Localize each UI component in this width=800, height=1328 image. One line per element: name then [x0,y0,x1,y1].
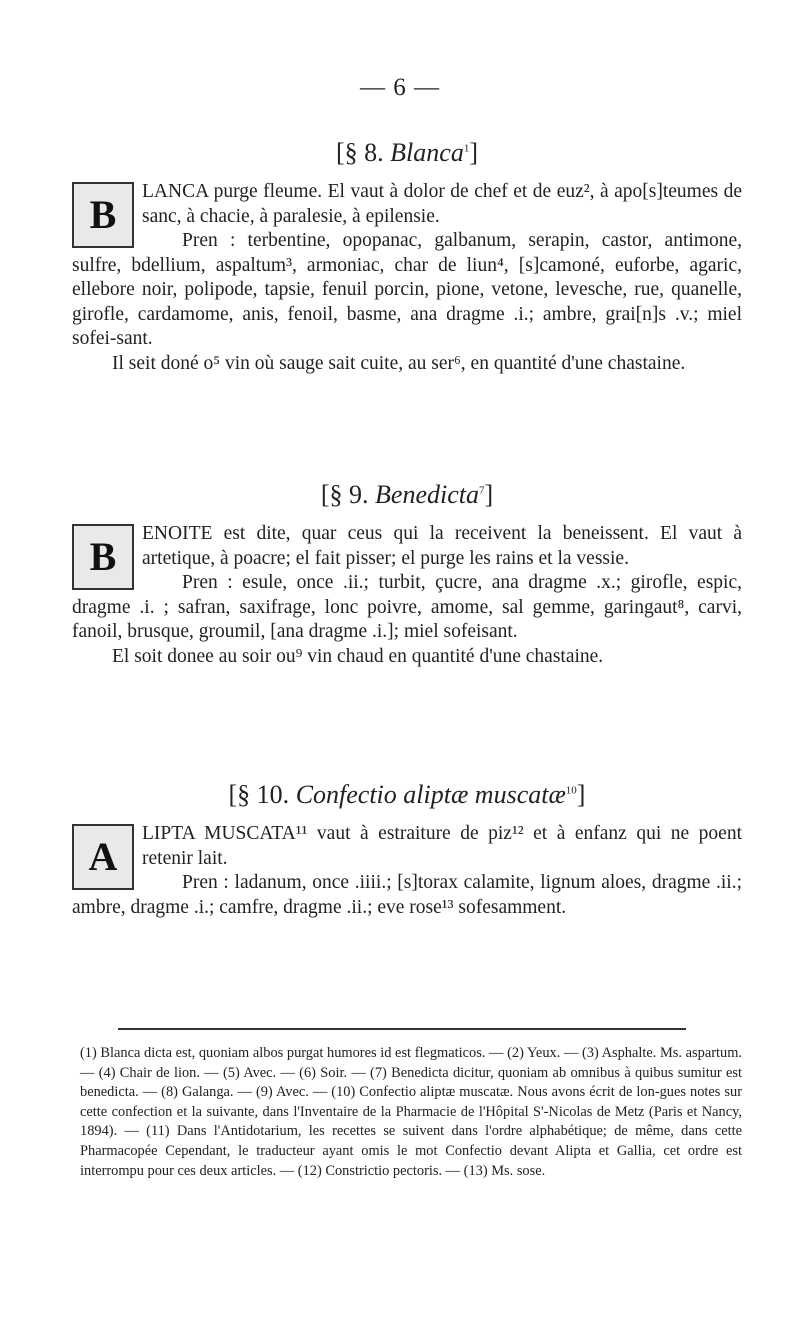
footnote-ref: 7 [478,484,485,497]
dropcap-initial: A [72,824,134,890]
footnote-ref: 1 [463,142,470,155]
paragraph-text: Il seit doné o⁵ vin où sauge sait cuite, au ser⁶, en quantité d'une chastaine. [112,352,686,374]
section-heading: [§ 10. Confectio aliptæ muscatæ$^{10}$] [228,780,586,809]
page-number: — 6 — [360,74,440,101]
footnote-ref: 10 [565,784,577,797]
dropcap-initial: B [72,182,134,248]
paragraph-text: Pren : ladanum, once .iiii.; [s]torax calamite, lignum aloes, dragme .ii.; ambre, dragme .i.; camfre, dragme .ii.; eve rose¹³ sofesamment. [72,872,742,918]
section-confectio-aliptae [72,780,742,920]
section-title: Blanca [390,138,464,167]
paragraph-text: ENOITE est dite, quar ceus qui la receivent la beneissent. El vaut à artetique, à poacre; el fait pisser; el purge les rains et la vessie. [142,523,742,569]
paragraph-text: LIPTA MUSCATA¹¹ vaut à estraiture de piz¹² et à enfanz qui ne poent retenir lait. [142,823,742,869]
section-benedicta [72,480,742,669]
section-title: Benedicta [375,480,479,509]
footnotes: (1) Blanca dicta est, quoniam albos purgat humores id est flegmaticos. — (2) Yeux. — (3) Asphalte. Ms. aspartum. — (4) Chair de lion. — (5) Avec. — (6) Soir. — (7) Benedicta dicitur, quoniam ab omnibus à quibus sumitur est benedicta. — (8) Galanga. — (9) Avec. — (10) Confectio aliptæ muscatæ. Nous avons écrit de lon-gues notes sur cette confection et la suivante, dans l'Inventaire de la Pharmacie de l'Hôpital S'-Nicolas de Metz (Paris et Nancy, 1894). — (11) Dans l'Antidotarium, les recettes se suivent dans l'ordre alphabétique; de même, dans cette Pharmacopée Cependant, le traducteur ayant omis le mot Confectio devant Alipta et Gallia, cet ordre est interrompu pour ces deux articles. — (12) Constrictio pectoris. — (13) Ms. sose. [80,1045,742,1179]
paragraph-text: Pren : esule, once .ii.; turbit, çucre, ana dragme .x.; girofle, espic, dragme .i. ; safran, saxifrage, lonc poivre, amome, sal gemme, garingaut⁸, carvi, fanoil, brusque, groumil, [ana dragme .i.]; miel sofeisant. [72,572,742,642]
footnote-divider [118,1028,686,1030]
section-heading: [§ 8. Blanca$^1$] [336,138,478,167]
paragraph-text: El soit donee au soir ou⁹ vin chaud en quantité d'une chastaine. [112,645,604,667]
paragraph-text: LANCA purge fleume. El vaut à dolor de chef et de euz², à apo[s]teumes de sanc, à chacie, à paralesie, à epilensie. [142,181,742,227]
section-title: Confectio aliptæ muscatæ [295,780,566,809]
section-blanca [72,138,742,376]
paragraph-text: Pren : terbentine, opopanac, galbanum, serapin, castor, antimone, sulfre, bdellium, aspaltum³, armoniac, char de liun⁴, [s]camoné, euforbe, agaric, ellebore noir, polipode, tapsie, fenuil porcin, pione, vetone, levesche, rue, quanelle, girofle, cardamome, anis, fenoil, basme, ana dragme .i.; ambre, grai[n]s .v.; miel sofei-sant. [72,230,742,349]
dropcap-initial: B [72,524,134,590]
section-heading: [§ 9. Benedicta$^7$] [320,480,494,509]
